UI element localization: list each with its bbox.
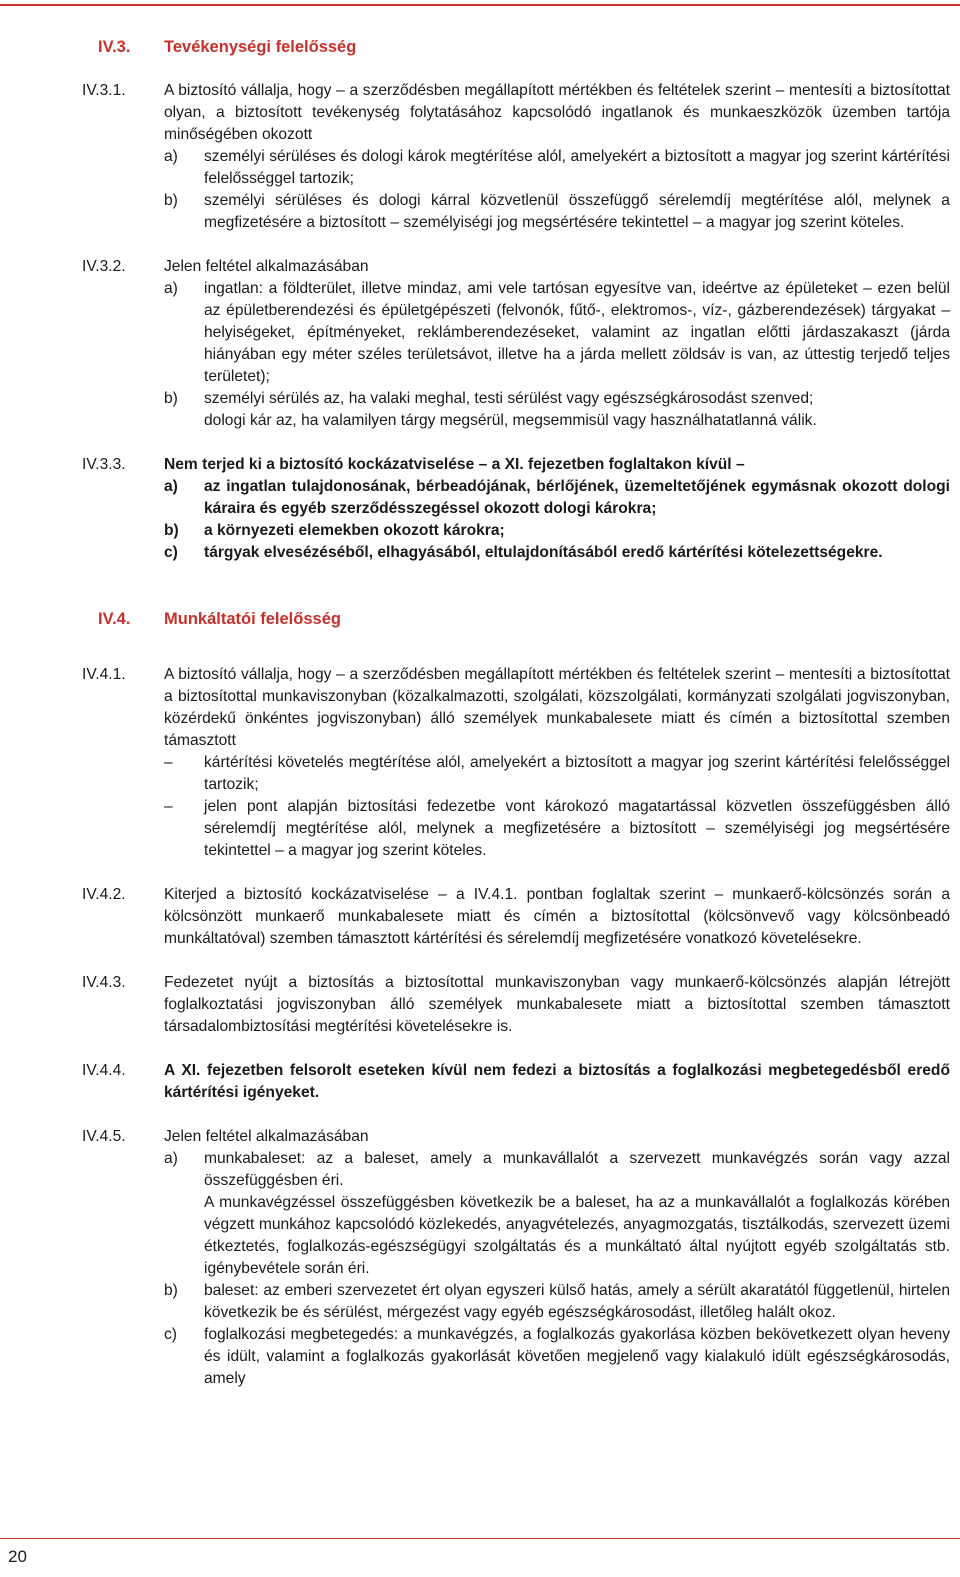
list-marker: c) — [164, 1326, 177, 1343]
list-item — [164, 542, 950, 564]
top-rule — [0, 4, 960, 6]
section-heading — [82, 608, 950, 630]
clause — [82, 884, 950, 950]
list-item-text: kártérítési követelés megtérítése alól, amelyekért a biztosított a magyar jog szerint kártérítési felelősséggel tartozik; — [204, 754, 950, 793]
list-marker: b) — [164, 192, 178, 209]
clause — [82, 256, 950, 432]
list-item — [164, 278, 950, 388]
document-content — [82, 36, 950, 1390]
clause — [82, 454, 950, 564]
clause-number: IV.3.2. — [82, 258, 126, 275]
clause-text: A biztosító vállalja, hogy – a szerződésben megállapított mértékben és feltételek szerint – mentesíti a biztosítottat olyan, a biztosított tevékenység folytatásához kapcsolódó ingatlanok és munkaeszközök üzemben tartója minőségében okozott — [164, 82, 950, 143]
list-marker: a) — [164, 148, 178, 165]
section-number: IV.3. — [98, 38, 131, 56]
list-item-text: ingatlan: a földterület, illetve mindaz, ami vele tartósan egyesítve van, ideértve az épületeket – ezen belül az épületberendezési és épületgépészeti (felvonók, fűtő-, elektromos-, víz-, gázberendezések) tárgyakat – helyiségeket, építményeket, reklámberendezéseket, valamint az ingatlan előtti járdaszakaszt (járda hiányában egy méter széles területsávot, illetve ha a járda mellett zöldsáv is van, az úttestig terjedő teljes területet); — [204, 280, 950, 385]
clause-number: IV.4.1. — [82, 666, 126, 683]
bottom-rule — [0, 1538, 960, 1539]
list-item-text: személyi sérülés az, ha valaki meghal, testi sérülést vagy egészségkárosodást szenved; — [204, 390, 814, 407]
list-marker: – — [164, 798, 173, 815]
clause-number: IV.4.2. — [82, 886, 126, 903]
clause-text: A XI. fejezetben felsorolt eseteken kívül nem fedezi a biztosítás a foglalkozási megbetegedésből eredő kártérítési igényeket. — [164, 1062, 950, 1101]
list-item — [164, 190, 950, 234]
list-item-text: baleset: az emberi szervezetet ért olyan egyszeri külső hatás, amely a sérült akaratától függetlenül, hirtelen következik be és sérülést, mérgezést vagy egyéb egészségkárosodást, illetőleg halált okoz. — [204, 1282, 950, 1321]
list-item-text: A munkavégzéssel összefüggésben következik be a baleset, ha az a munkavállalót a foglalkozás körében végzett munkához kapcsolódó közlekedés, anyagvételezés, anyagmozgatás, tisztálkodás, szervezett üzemi étkeztetés, foglalkozás-egészségügyi szolgáltatás és a munkáltató által nyújtott egyéb szolgáltatás stb. igénybevétele során éri. — [204, 1194, 950, 1277]
clause — [82, 80, 950, 234]
list-item-text: személyi sérüléses és dologi kárral közvetlenül összefüggő sérelemdíj megtérítése alól, melynek a megfizetésére a biztosított – személyiségi jog megsértésére tekintettel – a magyar jog szerint köteles. — [204, 192, 950, 231]
clause — [82, 972, 950, 1038]
list-item — [164, 476, 950, 520]
clause-text: Jelen feltétel alkalmazásában — [164, 258, 369, 275]
section-title: Tevékenységi felelősség — [164, 38, 357, 56]
list-item — [164, 1324, 950, 1390]
clause-number: IV.3.1. — [82, 82, 126, 99]
list-item — [164, 1280, 950, 1324]
list-item-text: tárgyak elvesézéséből, elhagyásából, eltulajdonításából eredő kártérítési kötelezettségekre. — [204, 544, 883, 561]
clause — [82, 1126, 950, 1390]
list-marker: a) — [164, 1150, 178, 1167]
list-item-text: dologi kár az, ha valamilyen tárgy megsérül, megsemmisül vagy használhatatlanná válik. — [204, 412, 817, 429]
section-number: IV.4. — [98, 610, 131, 628]
list-marker: c) — [164, 544, 178, 561]
list-marker: b) — [164, 390, 178, 407]
clause-text: Nem terjed ki a biztosító kockázatviselése – a XI. fejezetben foglaltakon kívül – — [164, 456, 745, 473]
list-item — [164, 520, 950, 542]
clause-text: Jelen feltétel alkalmazásában — [164, 1128, 369, 1145]
clause-number: IV.4.5. — [82, 1128, 126, 1145]
clause — [82, 664, 950, 862]
clause-number: IV.3.3. — [82, 456, 126, 473]
list-item-text: munkabaleset: az a baleset, amely a munkavállalót a szervezett munkavégzés során vagy azzal összefüggésben éri. — [204, 1150, 950, 1189]
list-marker: a) — [164, 280, 178, 297]
clause-text: Fedezetet nyújt a biztosítás a biztosítottal munkaviszonyban vagy munkaerő-kölcsönzés alapján létrejött foglalkoztatási jogviszonyban álló személyek munkabalesete miatt a biztosítottal szemben támasztott társadalombiztosítási megtérítési követelésekre is. — [164, 974, 950, 1035]
list-item — [164, 1148, 950, 1280]
list-item-text: a környezeti elemekben okozott károkra; — [204, 522, 505, 539]
list-marker: a) — [164, 478, 178, 495]
list-marker: b) — [164, 522, 179, 539]
clause-number: IV.4.3. — [82, 974, 126, 991]
clause — [82, 1060, 950, 1104]
list-item — [164, 796, 950, 862]
list-item-text: jelen pont alapján biztosítási fedezetbe vont károkozó magatartással közvetlen összefüggésben álló sérelemdíj megtérítése alól, melynek a megfizetésére a biztosított – személyiségi jog megsértésére tekintettel – a magyar jog szerint köteles. — [204, 798, 950, 859]
clause-text: A biztosító vállalja, hogy – a szerződésben megállapított mértékben és feltételek szerint – mentesíti a biztosítottat a biztosítottal munkaviszonyban (közalkalmazotti, szolgálati, közszolgálati, kormányzati szolgálati jogviszonyban, közérdekű önkéntes jogviszonyban) álló személyek munkabalesete miatt és címén a biztosítottal szemben támasztott — [164, 666, 950, 749]
page-number: 20 — [8, 1547, 27, 1566]
list-item-text: az ingatlan tulajdonosának, bérbeadójának, bérlőjének, üzemeltetőjének egymásnak okozott dologi káraira és egyéb szerződésszegéssel okozott dologi károkra; — [204, 478, 950, 517]
list-item — [164, 388, 950, 432]
list-marker: – — [164, 754, 173, 771]
clause-text: Kiterjed a biztosító kockázatviselése – a IV.4.1. pontban foglaltak szerint – munkaerő-kölcsönzés során a kölcsönzött munkaerő munkabalesete miatt és címén a biztosítottal (kölcsönvevő vagy kölcsönbeadó munkáltatóval) szemben támasztott kártérítési és sérelemdíj megfizetésére vonatkozó követelésekre. — [164, 886, 950, 947]
section-heading — [82, 36, 950, 58]
clause-number: IV.4.4. — [82, 1062, 126, 1079]
list-item-text: személyi sérüléses és dologi károk megtérítése alól, amelyekért a biztosított a magyar jog szerint kártérítési felelősséggel tartozik; — [204, 148, 950, 187]
list-marker: b) — [164, 1282, 178, 1299]
list-item — [164, 146, 950, 190]
section-title: Munkáltatói felelősség — [164, 610, 341, 628]
list-item — [164, 752, 950, 796]
list-item-text: foglalkozási megbetegedés: a munkavégzés, a foglalkozás gyakorlása közben bekövetkezett olyan heveny és idült, valamint a foglalkozás gyakorlását követően megjelenő vagy kialakuló idült egészségkárosodás, amely — [204, 1326, 950, 1387]
